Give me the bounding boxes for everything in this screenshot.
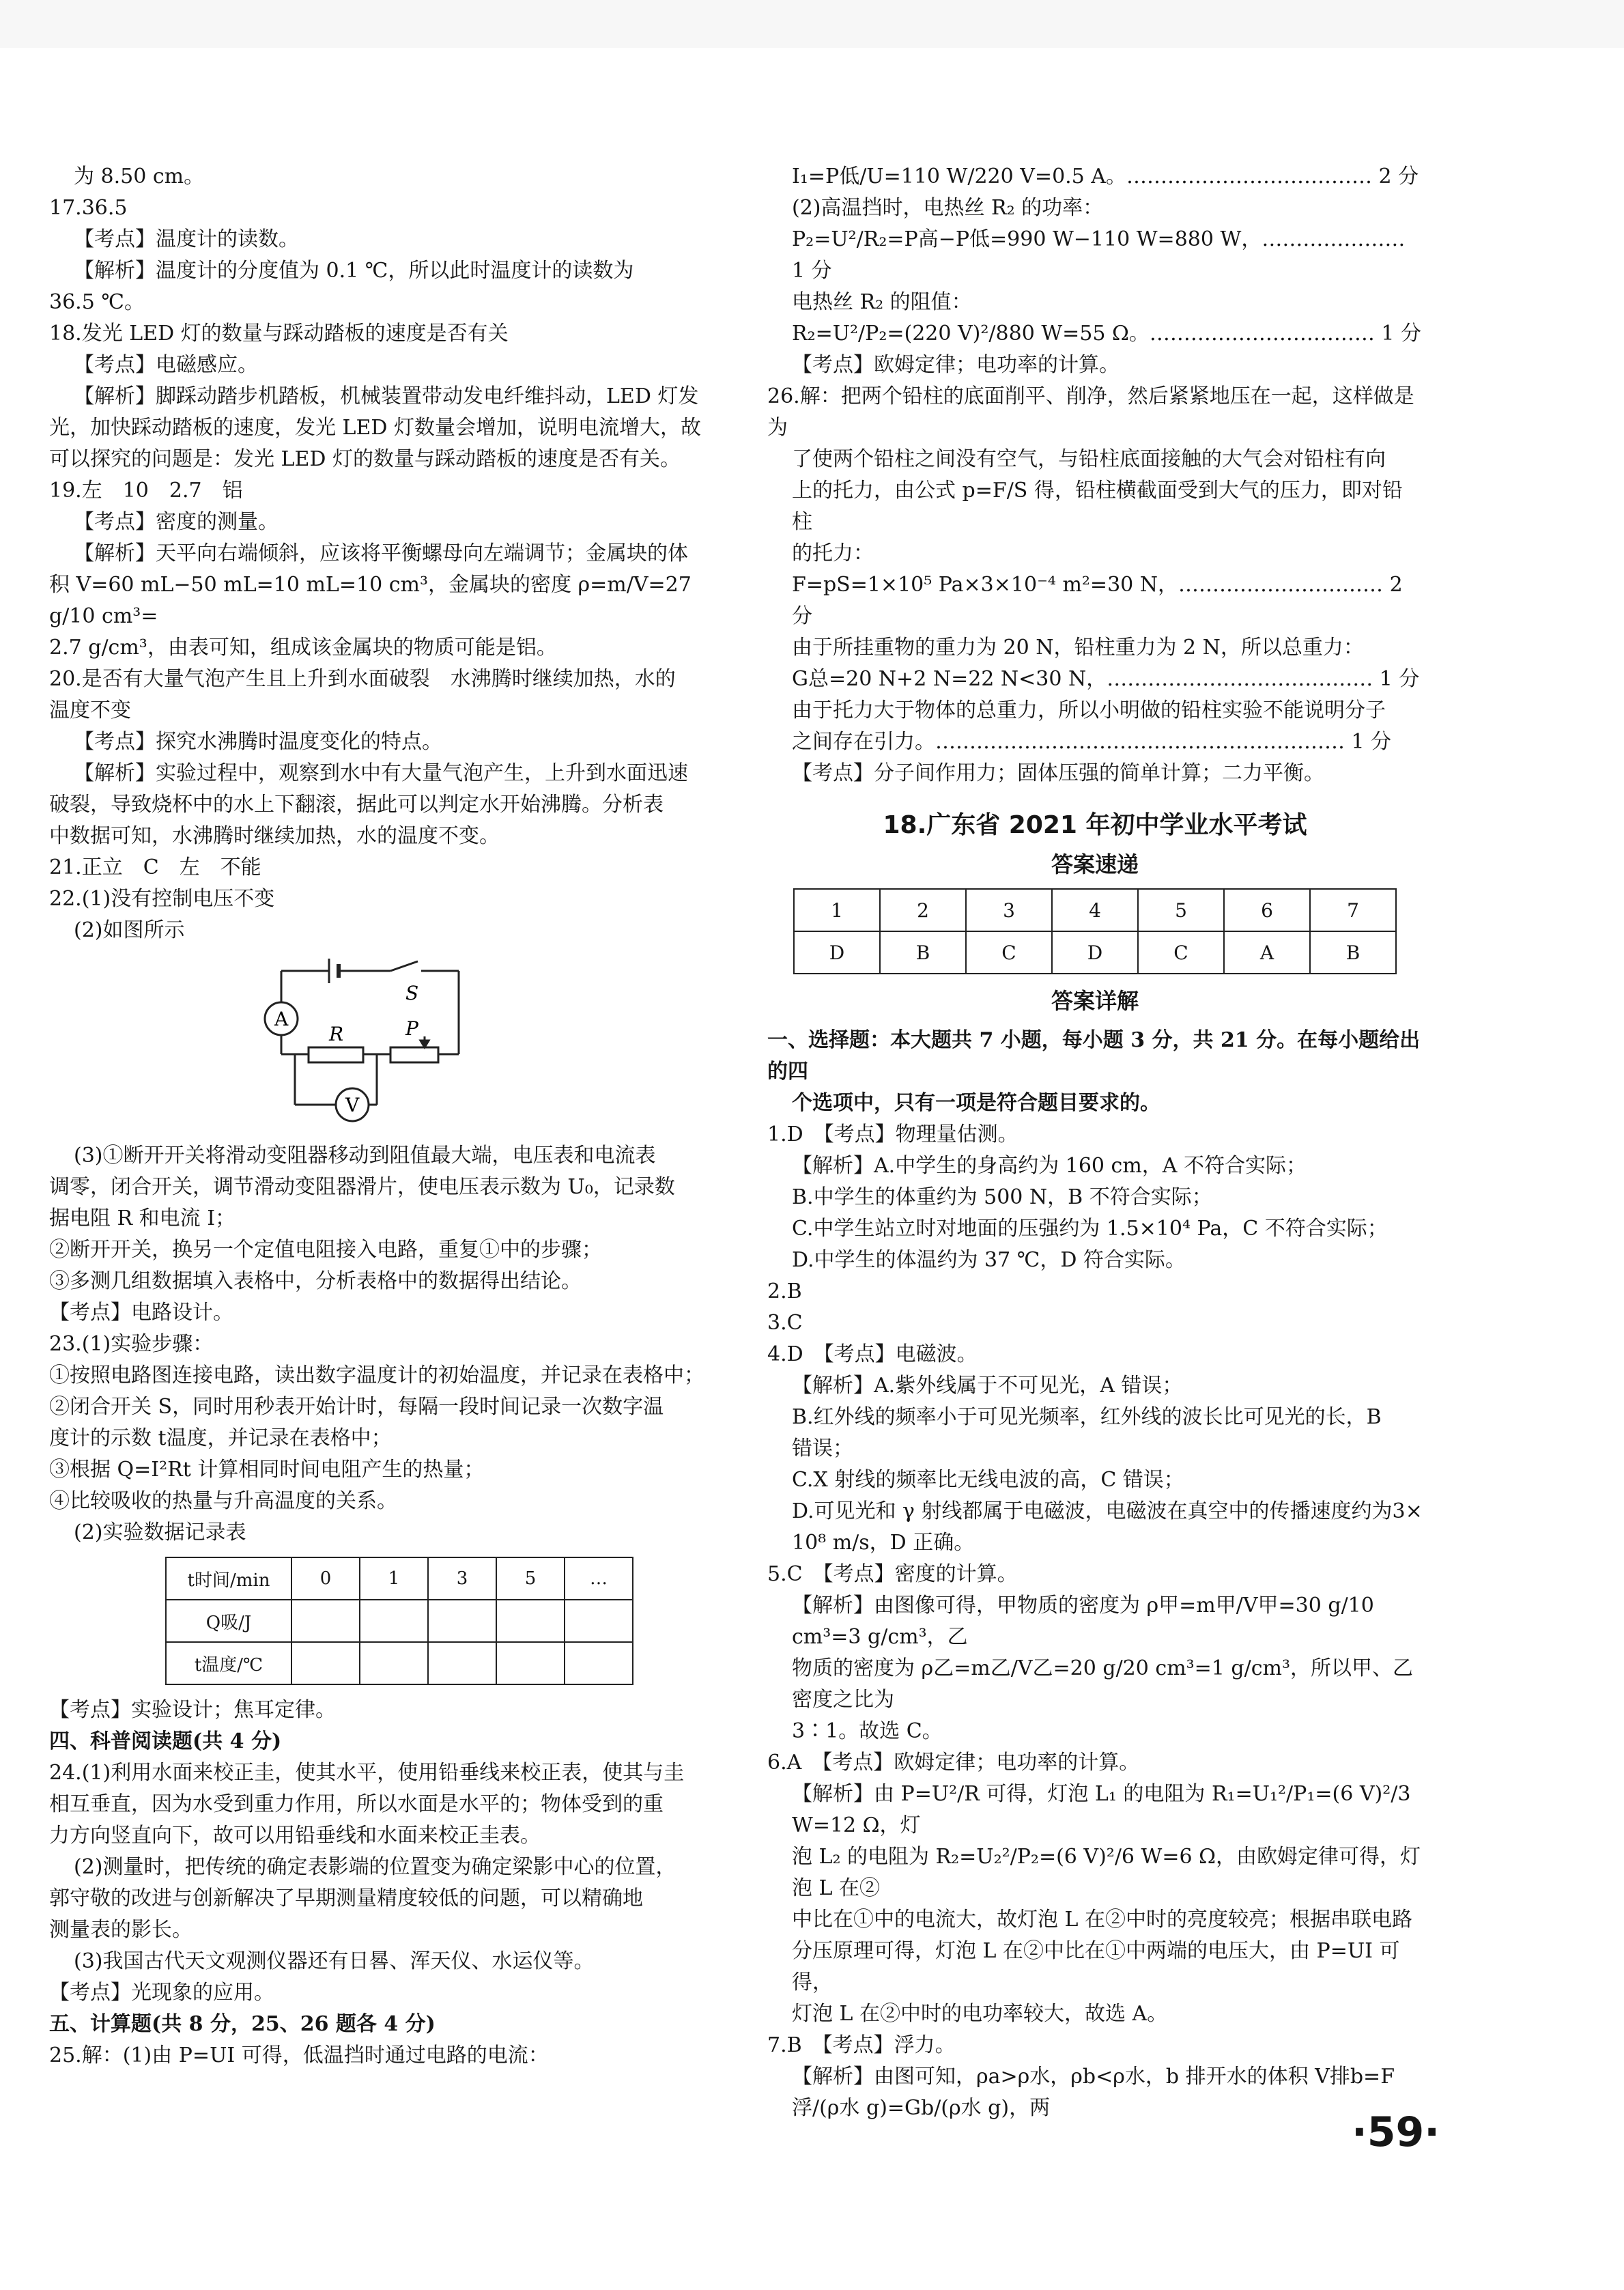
switch-label: S — [405, 982, 419, 1004]
text-line: 之间存在引力。…………………………………………………… 1 分 — [792, 730, 1392, 754]
table-row — [794, 889, 1396, 931]
text-line: 光，加快踩动踏板的速度，发光 LED 灯数量会增加，说明电流增大，故 — [49, 416, 701, 440]
text-line: 【考点】光现象的应用。 — [49, 1981, 274, 2005]
text-line: R₂=U²/P₂=(220 V)²/880 W=55 Ω。…………………………… 1 分 — [792, 322, 1422, 345]
text-line: 19.左 10 2.7 铝 — [49, 479, 243, 503]
table-cell: 7 — [1310, 889, 1396, 931]
table-cell — [496, 1600, 565, 1642]
text-line: 【考点】电路设计。 — [49, 1301, 233, 1325]
text-line: C.中学生站立时对地面的压强约为 1.5×10⁴ Pa，C 不符合实际； — [792, 1217, 1388, 1241]
text-line: 相互垂直，因为水受到重力作用，所以水面是水平的；物体受到的重 — [49, 1792, 664, 1816]
record-table — [165, 1557, 633, 1685]
text-line: ③根据 Q=I²Rt 计算相同时间电阻产生的热量； — [49, 1458, 485, 1482]
text-line: 4.D 【考点】电磁波。 — [767, 1342, 978, 1366]
text-line: 【解析】A.中学生的身高约为 160 cm，A 不符合实际； — [792, 1154, 1307, 1178]
section-heading: 四、科普阅读题(共 4 分) — [49, 1729, 282, 1753]
table-cell: t温度/℃ — [166, 1642, 291, 1684]
table-cell — [291, 1642, 360, 1684]
text-line: 23.(1)实验步骤： — [49, 1332, 214, 1356]
answer-table — [793, 888, 1397, 974]
table-cell — [496, 1642, 565, 1684]
text-line: 泡 L₂ 的电阻为 R₂=U₂²/P₂=(6 V)²/6 W=6 Ω，由欧姆定律可得，灯泡 L 在② — [792, 1845, 1421, 1900]
text-line: (2)测量时，把传统的确定表影端的位置变为确定梁影中心的位置， — [74, 1855, 676, 1879]
text-line: 可以探究的问题是：发光 LED 灯的数量与踩动踏板的速度是否有关。 — [49, 447, 681, 471]
text-line: 26.解：把两个铅柱的底面削平、削净，然后紧紧地压在一起，这样做是为 — [767, 384, 1414, 440]
text-line: ①按照电路图连接电路，读出数字温度计的初始温度，并记录在表格中； — [49, 1363, 704, 1387]
text-line: 【考点】密度的测量。 — [74, 510, 279, 534]
table-cell: 3 — [966, 889, 1052, 931]
table-cell: … — [565, 1557, 633, 1600]
table-cell — [291, 1600, 360, 1642]
table-cell — [565, 1600, 633, 1642]
table-cell: 1 — [794, 889, 880, 931]
table-row — [794, 931, 1396, 974]
table-cell: D — [1052, 931, 1138, 974]
table-cell: 5 — [1138, 889, 1224, 931]
text-line: G总=20 N+2 N=22 N<30 N，………………………………… 1 分 — [792, 667, 1420, 691]
left-lines-a — [49, 161, 704, 946]
text-line: D.中学生的体温约为 37 ℃，D 符合实际。 — [792, 1248, 1186, 1272]
text-line: 温度不变 — [49, 698, 131, 722]
text-line: 【考点】电磁感应。 — [74, 353, 258, 377]
table-cell: 1 — [360, 1557, 428, 1600]
table-cell — [360, 1600, 428, 1642]
table-row — [166, 1642, 633, 1684]
slider-label: P — [405, 1017, 418, 1040]
text-line: 调零，闭合开关，调节滑动变阻器滑片，使电压表示数为 U₀，记录数 — [49, 1175, 675, 1199]
text-line: 电热丝 R₂ 的阻值： — [792, 290, 972, 314]
section-heading: 五、计算题(共 8 分，25、26 题各 4 分) — [49, 2012, 436, 2036]
table-cell: D — [794, 931, 880, 974]
text-line: 1.D 【考点】物理量估测。 — [767, 1122, 1018, 1146]
section-heading: 个选项中，只有一项是符合题目要求的。 — [792, 1091, 1160, 1115]
text-line: 【解析】A.紫外线属于不可见光，A 错误； — [792, 1374, 1183, 1398]
text-line: 22.(1)没有控制电压不变 — [49, 887, 275, 911]
table-cell — [360, 1642, 428, 1684]
text-line: 破裂，导致烧杯中的水上下翻滚，据此可以判定水开始沸腾。分析表 — [49, 793, 664, 817]
table-cell: t时间/min — [166, 1557, 291, 1600]
text-line: (2)实验数据记录表 — [74, 1521, 246, 1544]
text-line: 36.5 ℃。 — [49, 290, 145, 314]
text-line: 【考点】欧姆定律；电功率的计算。 — [792, 353, 1120, 377]
text-line: 为 8.50 cm。 — [74, 165, 205, 188]
section-heading: 一、选择题：本大题共 7 小题，每小题 3 分，共 21 分。在每小题给出的四 — [767, 1028, 1421, 1084]
text-line: 了使两个铅柱之间没有空气，与铅柱底面接触的大气会对铅柱有向 — [792, 447, 1386, 471]
text-line: 据电阻 R 和电流 I； — [49, 1206, 236, 1230]
ammeter-label: A — [274, 1008, 289, 1030]
table-cell: 6 — [1224, 889, 1310, 931]
text-line: 中比在①中的电流大，故灯泡 L 在②中时的亮度较亮；根据串联电路 — [792, 1908, 1412, 1932]
table-cell: 4 — [1052, 889, 1138, 931]
text-line: 力方向竖直向下，故可以用铅垂线和水面来校正圭表。 — [49, 1824, 541, 1848]
text-line: ④比较吸收的热量与升高温度的关系。 — [49, 1489, 397, 1513]
table-row — [166, 1600, 633, 1642]
answer-speed-title: 答案速递 — [1051, 851, 1139, 877]
text-line: 郭守敬的改进与创新解决了早期测量精度较低的问题，可以精确地 — [49, 1886, 643, 1910]
right-lines-a — [767, 161, 1423, 789]
text-line: 2.B — [767, 1280, 802, 1303]
text-line: 【解析】实验过程中，观察到水中有大量气泡产生，上升到水面迅速 — [74, 761, 688, 785]
table-cell: 3 — [428, 1557, 496, 1600]
text-line: I₁=P低/U=110 W/220 V=0.5 A。……………………………… 2 分 — [792, 165, 1419, 188]
table-row — [166, 1557, 633, 1600]
scan-top-edge — [0, 0, 1624, 48]
text-line: 灯泡 L 在②中时的电功率较大，故选 A。 — [792, 2002, 1168, 2026]
text-line: 测量表的影长。 — [49, 1918, 193, 1942]
text-line: (3)我国古代天文观测仪器还有日晷、浑天仪、水运仪等。 — [74, 1949, 595, 1973]
text-line: ②断开开关，换另一个定值电阻接入电路，重复①中的步骤； — [49, 1238, 602, 1262]
text-line: 6.A 【考点】欧姆定律；电功率的计算。 — [767, 1751, 1140, 1775]
table-cell: 5 — [496, 1557, 565, 1600]
text-line: 3∶1。故选 C。 — [792, 1719, 943, 1743]
text-line: 17.36.5 — [49, 196, 128, 220]
text-line: C.X 射线的频率比无线电波的高，C 错误； — [792, 1468, 1184, 1492]
text-line: (2)高温挡时，电热丝 R₂ 的功率： — [792, 196, 1104, 220]
right-column — [767, 161, 1423, 2124]
text-line: 【解析】由图可知，ρa>ρ水，ρb<ρ水，b 排开水的体积 V排b=F浮/(ρ水 g)=Gb/(ρ水 g)，两 — [792, 2065, 1395, 2120]
text-line: 24.(1)利用水面来校正圭，使其水平，使用铅垂线来校正表，使其与圭 — [49, 1761, 685, 1785]
table-cell — [428, 1600, 496, 1642]
text-line: F=pS=1×10⁵ Pa×3×10⁻⁴ m²=30 N，………………………… 2 分 — [792, 573, 1410, 628]
text-line: B.中学生的体重约为 500 N，B 不符合实际； — [792, 1185, 1212, 1209]
text-line: 20.是否有大量气泡产生且上升到水面破裂 水沸腾时继续加热，水的 — [49, 667, 676, 691]
left-column — [49, 161, 704, 2072]
table-cell: C — [966, 931, 1052, 974]
text-line: 【解析】由图像可得，甲物质的密度为 ρ甲=m甲/V甲=30 g/10 cm³=3 g/cm³，乙 — [792, 1594, 1381, 1649]
text-line: 度计的示数 t温度，并记录在表格中； — [49, 1426, 392, 1450]
text-line: 21.正立 C 左 不能 — [49, 856, 261, 879]
text-line: ③多测几组数据填入表格中，分析表格中的数据得出结论。 — [49, 1269, 582, 1293]
table-cell — [565, 1642, 633, 1684]
text-line: 【解析】脚踩动踏步机踏板，机械装置带动发电纤维抖动，LED 灯发 — [74, 384, 699, 408]
text-line: 18.发光 LED 灯的数量与踩动踏板的速度是否有关 — [49, 322, 509, 345]
table-cell: 0 — [291, 1557, 360, 1600]
voltmeter-label: V — [345, 1094, 360, 1116]
table-cell — [428, 1642, 496, 1684]
text-line: 上的托力，由公式 p=F/S 得，铅柱横截面受到大气的压力，即对铅柱 — [792, 479, 1403, 534]
table-cell: B — [1310, 931, 1396, 974]
text-line: 3.C — [767, 1311, 803, 1335]
text-line: B.红外线的频率小于可见光频率，红外线的波长比可见光的长，B — [792, 1405, 1382, 1429]
text-line: 积 V=60 mL−50 mL=10 mL=10 cm³，金属块的密度 ρ=m/V=27 g/10 cm³= — [49, 573, 698, 628]
text-line: 10⁸ m/s，D 正确。 — [792, 1531, 975, 1555]
text-line: 【考点】探究水沸腾时温度变化的特点。 — [74, 730, 442, 754]
text-line: D.可见光和 γ 射线都属于电磁波，电磁波在真空中的传播速度约为3× — [792, 1499, 1423, 1523]
text-line: (3)①断开开关将滑动变阻器移动到阻值最大端，电压表和电流表 — [74, 1144, 656, 1168]
right-lines-b — [767, 1025, 1423, 2124]
answer-detail-title: 答案详解 — [1051, 988, 1139, 1014]
table-cell: 2 — [880, 889, 966, 931]
table-cell: B — [880, 931, 966, 974]
page-number: ·59· — [1352, 2108, 1440, 2156]
text-line: 由于所挂重物的重力为 20 N，铅柱重力为 2 N，所以总重力： — [792, 636, 1364, 660]
text-line: (2)如图所示 — [74, 918, 185, 942]
text-line: 【考点】温度计的读数。 — [74, 227, 299, 251]
text-line: 【考点】实验设计；焦耳定律。 — [49, 1698, 336, 1722]
section-title: 18.广东省 2021 年初中学业水平考试 — [883, 811, 1307, 839]
text-line: 2.7 g/cm³，由表可知，组成该金属块的物质可能是铝。 — [49, 636, 557, 660]
text-line: 【解析】天平向右端倾斜，应该将平衡螺母向左端调节；金属块的体 — [74, 541, 688, 565]
text-line: 的托力： — [792, 541, 874, 565]
text-line: 【考点】分子间作用力；固体压强的简单计算；二力平衡。 — [792, 761, 1324, 785]
text-line: 5.C 【考点】密度的计算。 — [767, 1562, 1018, 1586]
text-line: 分压原理可得，灯泡 L 在②中比在①中两端的电压大，由 P=UI 可得， — [792, 1939, 1400, 1994]
table-cell: C — [1138, 931, 1224, 974]
text-line: 25.解：(1)由 P=UI 可得，低温挡时通过电路的电流： — [49, 2044, 549, 2067]
text-line: 由于托力大于物体的总重力，所以小明做的铅柱实验不能说明分子 — [792, 698, 1386, 722]
text-line: 【解析】由 P=U²/R 可得，灯泡 L₁ 的电阻为 R₁=U₁²/P₁=(6 V)²/3 W=12 Ω，灯 — [792, 1782, 1417, 1837]
left-lines-c — [49, 1695, 704, 2072]
circuit-diagram — [254, 950, 479, 1128]
text-line: ②闭合开关 S，同时用秒表开始计时，每隔一段时间记录一次数字温 — [49, 1395, 664, 1419]
table-cell: Q吸/J — [166, 1600, 291, 1642]
text-line: 中数据可知，水沸腾时继续加热，水的温度不变。 — [49, 824, 500, 848]
left-lines-b — [49, 1140, 704, 1549]
text-line: 【解析】温度计的分度值为 0.1 ℃，所以此时温度计的读数为 — [74, 259, 634, 283]
resistor-label: R — [329, 1023, 344, 1045]
text-line: 错误； — [792, 1437, 853, 1460]
text-line: P₂=U²/R₂=P高−P低=990 W−110 W=880 W，………………… 1 分 — [792, 227, 1412, 283]
table-cell: A — [1224, 931, 1310, 974]
text-line: 物质的密度为 ρ乙=m乙/V乙=20 g/20 cm³=1 g/cm³，所以甲、乙密度之比为 — [792, 1656, 1414, 1712]
text-line: 7.B 【考点】浮力。 — [767, 2033, 956, 2057]
